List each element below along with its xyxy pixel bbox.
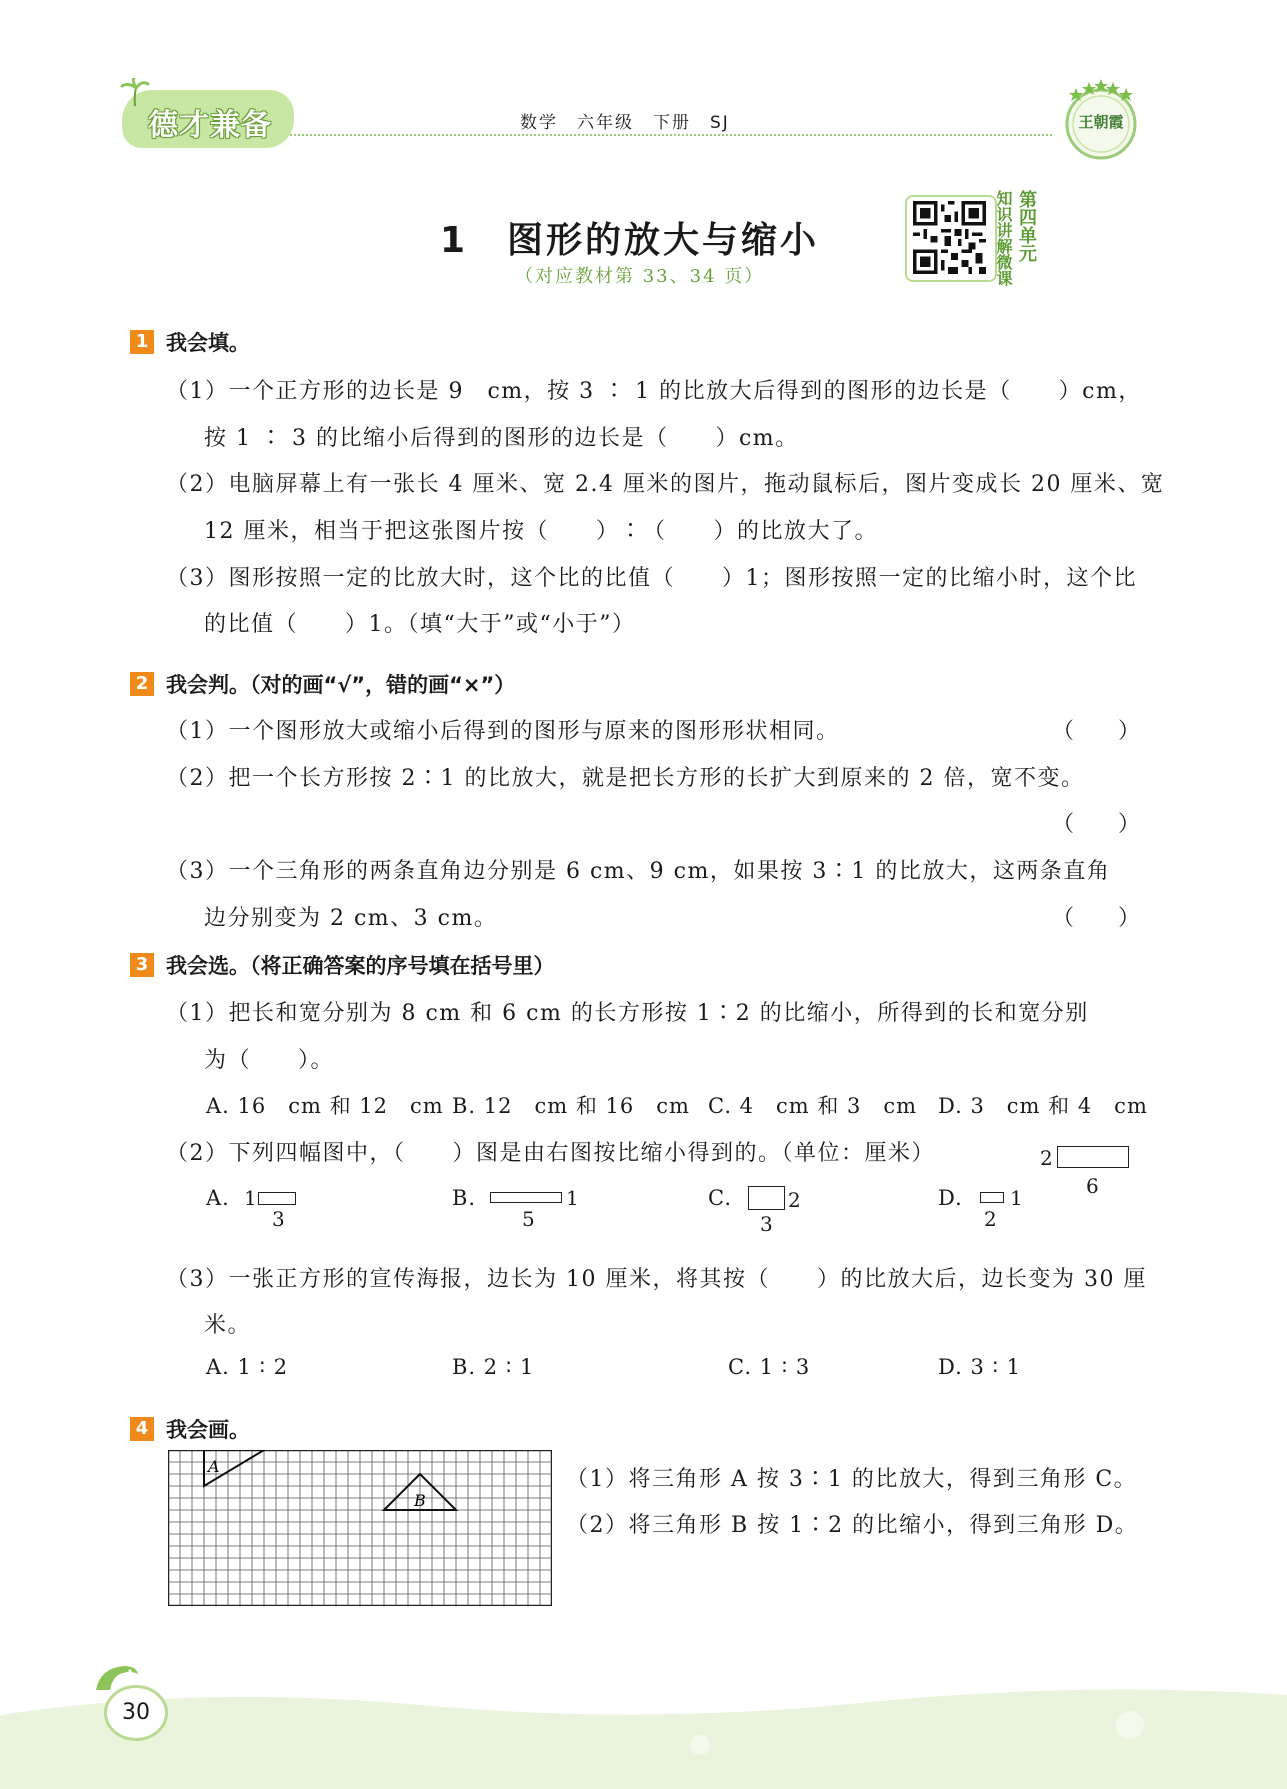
s3-q2-option-b-side: 1 bbox=[566, 1186, 579, 1210]
section-1-number: 1 bbox=[130, 330, 154, 354]
drawing-grid[interactable] bbox=[168, 1450, 552, 1606]
s2-q1: （1）一个图形放大或缩小后得到的图形与原来的图形形状相同。 bbox=[166, 719, 840, 744]
s1-q3-line1: （3）图形按照一定的比放大时，这个比的比值（ ）1；图形按照一定的比缩小时，这个比 bbox=[166, 566, 1137, 591]
s1-q1-line2: 按 1 ∶ 3 的比缩小后得到的图形的边长是（ ）cm。 bbox=[204, 426, 799, 451]
section-2-title: 我会判。（对的画“√”，错的画“×”） bbox=[166, 673, 516, 697]
s3-q1-option-d[interactable]: D. 3 cm 和 4 cm bbox=[938, 1094, 1148, 1118]
qr-code-icon[interactable] bbox=[913, 201, 986, 274]
s3-q2-option-a-side: 1 bbox=[244, 1186, 257, 1210]
s3-q3-option-b[interactable]: B. 2 ∶ 1 bbox=[452, 1355, 535, 1379]
section-4-number: 4 bbox=[130, 1417, 154, 1441]
s3-q2-option-b-bottom: 5 bbox=[522, 1207, 535, 1231]
brand-logo-text: 德才兼备 bbox=[148, 108, 272, 143]
s3-q2-option-d-bottom: 2 bbox=[984, 1207, 997, 1231]
triangle-b-label: B bbox=[414, 1491, 426, 1510]
s3-q2-option-a-rect bbox=[258, 1192, 296, 1205]
header-subject-info: 数学 六年级 下册 SJ bbox=[520, 113, 730, 133]
s4-q2: （2）将三角形 B 按 1∶2 的比缩小，得到三角形 D。 bbox=[566, 1513, 1139, 1538]
s2-q1-answer-paren[interactable]: （ ） bbox=[1052, 719, 1141, 744]
s3-q2-option-a-label[interactable]: A. bbox=[206, 1186, 230, 1210]
s1-q1-line1: （1）一个正方形的边长是 9 cm，按 3 ∶ 1 的比放大后得到的图形的边长是（ ）cm， bbox=[166, 379, 1142, 404]
s3-q2-option-d-side: 1 bbox=[1010, 1186, 1023, 1210]
s3-q1-line1: （1）把长和宽分别为 8 cm 和 6 cm 的长方形按 1∶2 的比缩小，所得到的长和宽分别 bbox=[166, 1001, 1089, 1026]
s3-q2-option-b-label[interactable]: B. bbox=[452, 1186, 477, 1210]
s3-q1-line2: 为（ ）。 bbox=[204, 1048, 335, 1073]
lesson-subtitle: （对应教材第 33、34 页） bbox=[515, 266, 765, 287]
triangle-a-label: A bbox=[208, 1457, 220, 1476]
s3-q3-line2: 米。 bbox=[204, 1313, 252, 1338]
header-dotted-divider bbox=[290, 134, 1052, 136]
s3-q1-option-c[interactable]: C. 4 cm 和 3 cm bbox=[708, 1094, 918, 1118]
section-2-heading bbox=[130, 669, 515, 699]
s3-q2-line1: （2）下列四幅图中，（ ）图是由右图按比缩小得到的。（单位：厘米） bbox=[166, 1141, 935, 1166]
micro-lesson-label: 知识讲解微课 bbox=[994, 190, 1013, 286]
publisher-seal-text: 王朝霞 bbox=[1078, 113, 1124, 131]
s3-q1-option-a[interactable]: A. 16 cm 和 12 cm bbox=[206, 1094, 444, 1118]
section-4-heading bbox=[130, 1414, 250, 1444]
ref-rectangle bbox=[1057, 1146, 1129, 1168]
s3-q2-option-d-label[interactable]: D. bbox=[938, 1186, 963, 1210]
ref-rect-height: 2 bbox=[1040, 1146, 1053, 1170]
unit-label: 第四单元 bbox=[1016, 190, 1037, 262]
s1-q3-line2: 的比值（ ）1。（填“大于”或“小于”） bbox=[204, 612, 636, 637]
s3-q3-line1: （3）一张正方形的宣传海报，边长为 10 厘米，将其按（ ）的比放大后，边长变为 30 厘 bbox=[166, 1267, 1147, 1292]
section-3-title: 我会选。（将正确答案的序号填在括号里） bbox=[166, 954, 555, 978]
section-3-heading bbox=[130, 950, 555, 980]
s2-q2: （2）把一个长方形按 2∶1 的比放大，就是把长方形的长扩大到原来的 2 倍，宽不变。 bbox=[166, 766, 1085, 791]
page-number: 30 bbox=[104, 1685, 168, 1741]
section-1-heading bbox=[130, 327, 250, 357]
s3-q2-option-c-side: 2 bbox=[788, 1188, 801, 1212]
s1-q2-line1: （2）电脑屏幕上有一张长 4 厘米、宽 2.4 厘米的图片，拖动鼠标后，图片变成长 20 厘米、宽 bbox=[166, 472, 1165, 497]
s2-q3-answer-paren[interactable]: （ ） bbox=[1052, 906, 1141, 931]
s3-q2-option-c-bottom: 3 bbox=[760, 1212, 773, 1236]
section-3-number: 3 bbox=[130, 953, 154, 977]
s3-q2-option-c-label[interactable]: C. bbox=[708, 1186, 732, 1210]
section-4-title: 我会画。 bbox=[166, 1418, 250, 1442]
footer-wave-background bbox=[0, 1685, 1287, 1789]
s3-q3-option-d[interactable]: D. 3 ∶ 1 bbox=[938, 1355, 1021, 1379]
s3-q2-option-b-rect bbox=[490, 1192, 562, 1203]
section-1-title: 我会填。 bbox=[166, 331, 250, 355]
palm-tree-icon bbox=[120, 78, 150, 108]
s4-q1: （1）将三角形 A 按 3∶1 的比放大，得到三角形 C。 bbox=[566, 1467, 1138, 1492]
s3-q2-option-d-rect bbox=[980, 1192, 1004, 1203]
s2-q3-line2: 边分别变为 2 cm、3 cm。 bbox=[204, 906, 498, 931]
lesson-title: 1 图形的放大与缩小 bbox=[440, 220, 820, 261]
s2-q2-answer-paren[interactable]: （ ） bbox=[1052, 812, 1141, 837]
s3-q1-option-b[interactable]: B. 12 cm 和 16 cm bbox=[452, 1094, 690, 1118]
s3-q2-option-c-rect bbox=[748, 1186, 785, 1210]
s3-q2-option-a-bottom: 3 bbox=[272, 1207, 285, 1231]
s3-q3-option-c[interactable]: C. 1 ∶ 3 bbox=[728, 1355, 811, 1379]
s3-q3-option-a[interactable]: A. 1 ∶ 2 bbox=[206, 1355, 289, 1379]
ref-rect-width: 6 bbox=[1086, 1174, 1099, 1198]
s1-q2-line2: 12 厘米，相当于把这张图片按（ ）∶（ ）的比放大了。 bbox=[204, 519, 878, 544]
section-2-number: 2 bbox=[130, 672, 154, 696]
s2-q3-line1: （3）一个三角形的两条直角边分别是 6 cm、9 cm，如果按 3∶1 的比放大，这两条直角 bbox=[166, 859, 1111, 884]
